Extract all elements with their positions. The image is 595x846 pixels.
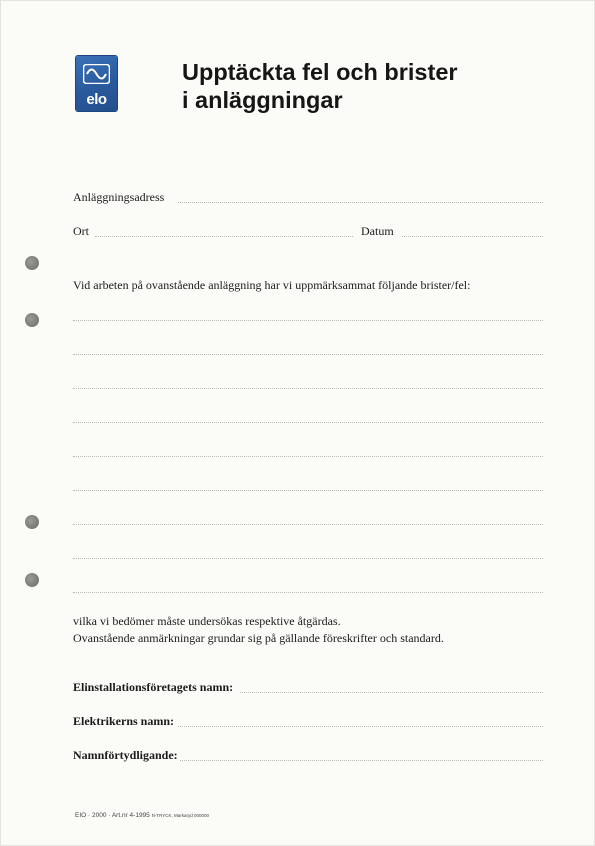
intro-text: Vid arbeten på ovanstående anläggning har vi uppmärksammat följande brister/fel: [73,278,471,292]
assessment-text: vilka vi bedömer måste undersökas respektive åtgärdas. [73,614,341,628]
eio-logo [76,56,117,111]
writing-line[interactable] [73,320,543,321]
footer-code [75,812,209,819]
address-line[interactable] [178,202,543,203]
name-clarification-line[interactable] [180,760,543,761]
writing-line[interactable] [73,354,543,355]
datum-line[interactable] [402,236,543,237]
writing-line[interactable] [73,524,543,525]
writing-line[interactable] [73,456,543,457]
title-line-1: Upptäckta fel och brister [182,59,458,85]
binder-hole [25,573,39,587]
electrician-name-label: Elektrikerns namn: [73,714,175,728]
page-title [182,58,562,114]
footer-printer: N-TRYCK, Markaryd 000000 [151,813,210,818]
binder-hole [25,515,39,529]
writing-line[interactable] [73,422,543,423]
binder-hole [25,313,39,327]
ort-line[interactable] [95,236,353,237]
writing-line[interactable] [73,490,543,491]
writing-line[interactable] [73,558,543,559]
binder-hole [25,256,39,270]
address-label: Anläggningsadress [73,190,165,204]
ort-label: Ort [73,224,89,238]
regulation-text: Ovanstående anmärkningar grundar sig på gällande föreskrifter och standard. [73,631,444,645]
footer-article: EIO · 2000 · Art.nr 4-1995 [75,812,150,819]
sine-wave-icon [83,64,110,84]
writing-line[interactable] [73,388,543,389]
name-clarification-label: Namnförtydligande: [73,748,178,762]
datum-label: Datum [361,224,394,238]
electrician-name-line[interactable] [178,726,543,727]
title-line-2: i anläggningar [182,87,343,113]
company-name-line[interactable] [240,692,543,693]
company-name-label: Elinstallationsföretagets namn: [73,680,234,694]
writing-line[interactable] [73,592,543,593]
logo-text: elo [86,91,107,108]
